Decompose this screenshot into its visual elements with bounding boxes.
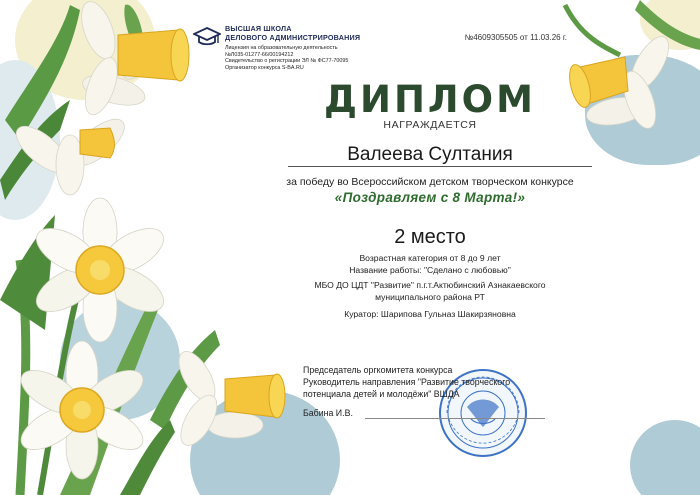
organization-name-line2: ДЕЛОВОГО АДМИНИСТРИРОВАНИЯ — [225, 33, 361, 42]
registration-text: Свидетельство о регистрации ЭЛ № ФС77-70095 — [225, 58, 349, 65]
signatory-name: Бабина И.В. — [303, 408, 353, 418]
organizer-text: Организатор конкурса S-BA.RU — [225, 64, 304, 71]
contest-name: «Поздравляем с 8 Марта!» — [334, 190, 526, 205]
recipient-underline — [288, 166, 592, 167]
awarded-label: НАГРАЖДАЕТСЯ — [383, 119, 477, 131]
organization-details — [225, 45, 415, 71]
curator: Куратор: Шарипова Гульназ Шакирзяновна — [344, 309, 516, 319]
victory-text: за победу во Всероссийском детском творческом конкурсе — [286, 176, 574, 188]
signature-line2: Руководитель направления "Развитие творческого — [303, 377, 511, 387]
license-text: Лицензия на образовательную деятельность — [225, 45, 338, 51]
graduation-cap-icon — [193, 26, 221, 48]
institution-line2: муниципального района РТ — [375, 292, 485, 302]
institution-line1: МБО ДО ЦДТ "Развитие" п.г.т.Актюбинский Азнакаевского — [314, 280, 546, 290]
signature-line1: Председатель оргкомитета конкурса — [303, 365, 453, 375]
diploma-title: ДИПЛОМ — [324, 78, 536, 121]
work-title: Название работы: "Сделано с любовью" — [349, 265, 511, 275]
organization-name — [225, 24, 360, 42]
place-text: 2 место — [394, 226, 466, 248]
age-category: Возрастная категория от 8 до 9 лет — [359, 253, 501, 263]
organization-name-line1: ВЫСШАЯ ШКОЛА — [225, 24, 292, 33]
signature-line3: потенциала детей и молодёжи" ВШДА — [303, 389, 460, 399]
license-number: №Л035-01277-66/00194212 — [225, 51, 294, 58]
signature-block — [303, 364, 563, 400]
signature-line — [365, 418, 545, 419]
document-number: №4609305505 от 11.03.26 г. — [464, 33, 567, 42]
recipient-name: Валеева Султания — [347, 144, 513, 165]
